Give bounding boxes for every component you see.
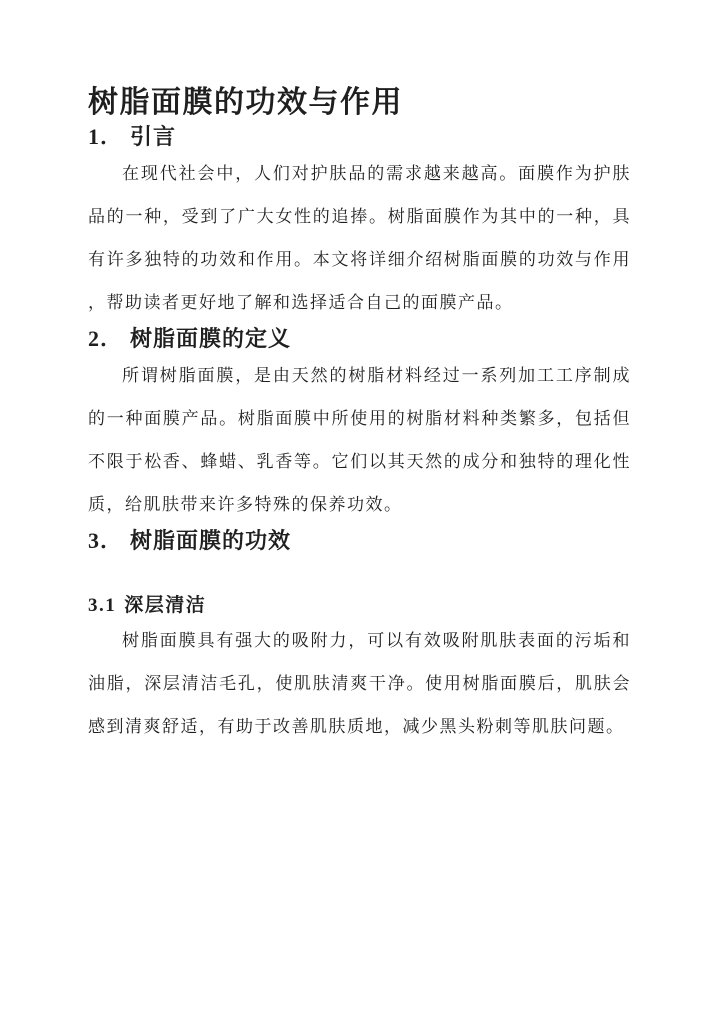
subsection-3-1-title: 深层清洁 xyxy=(124,595,207,616)
section-1-heading xyxy=(88,122,631,152)
section-2-title: 树脂面膜的定义 xyxy=(130,326,292,351)
section-1-paragraph: 在现代社会中，人们对护肤品的需求越来越高。面膜作为护肤品的一种，受到了广大女性的追捧。树脂面膜作为其中的一种，具有许多独特的功效和作用。本文将详细介绍树脂面膜的功效与作用，帮助读者更好地了解和选择适合自己的面膜产品。 xyxy=(88,164,631,312)
subsection-3-1-heading xyxy=(88,593,631,619)
section-2-number: 2． xyxy=(88,326,124,351)
section-2-paragraph: 所谓树脂面膜，是由天然的树脂材料经过一系列加工工序制成的一种面膜产品。树脂面膜中所使用的树脂材料种类繁多，包括但不限于松香、蜂蜡、乳香等。它们以其天然的成分和独特的理化性质，给肌肤带来许多特殊的保养功效。 xyxy=(88,366,631,514)
subsection-3-1-paragraph: 树脂面膜具有强大的吸附力，可以有效吸附肌肤表面的污垢和油脂，深层清洁毛孔，使肌肤清爽干净。使用树脂面膜后，肌肤会感到清爽舒适，有助于改善肌肤质地，减少黑头粉刺等肌肤问题。 xyxy=(88,631,631,736)
section-1-title: 引言 xyxy=(130,124,177,149)
document-title: 树脂面膜的功效与作用 xyxy=(88,86,403,119)
section-3-number: 3． xyxy=(88,528,124,553)
section-1-number: 1． xyxy=(88,124,124,149)
section-3-heading xyxy=(88,526,631,556)
section-3-title: 树脂面膜的功效 xyxy=(130,528,292,553)
section-2-heading xyxy=(88,324,631,354)
subsection-3-1-number: 3.1 xyxy=(88,595,117,616)
